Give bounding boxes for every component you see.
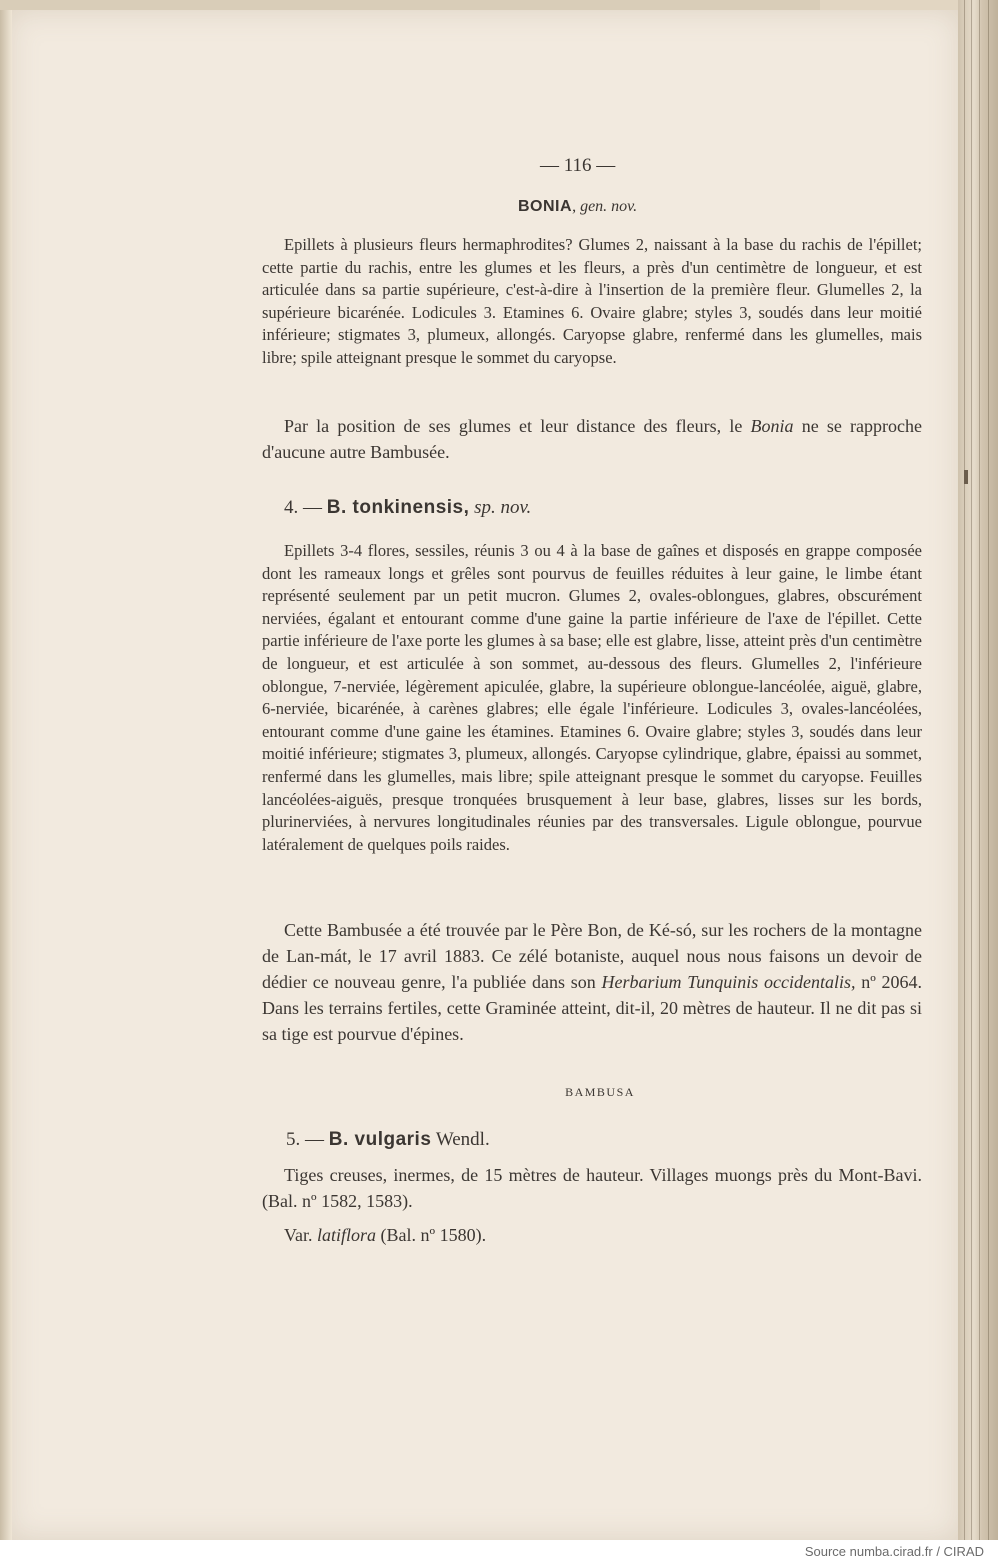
text-run: (Bal. nº 1580). <box>380 1225 487 1245</box>
tonkinensis-description: Epillets 3-4 flores, sessiles, réunis 3 ou 4 à la base de gaînes et disposés en grappe composée dont les rameaux longs et grêles sont pourvus de feuilles réduites à leur gaine, le limbe étant représenté seulement par un petit mucron. Glumes 2, ovales-oblongues, glabres, obscurément nerviées, égalant et entourant comme d'une gaine la partie inférieure de l'axe de l'épillet. Cette partie inférieure de l'axe porte les glumes à sa base; elle est glabre, lisse, atteint près d'un centimètre de longueur, et est articulée à son sommet, au-dessous des fleurs. Glumelles 2, l'inférieure oblongue, 7-nerviée, légèrement apiculée, glabre, la supérieure oblongue-lancéolée, aiguë, glabre, 6-nerviée, bicarénée, à carènes glabres; elle égale l'inférieure. Lodicules 3, ovales-lancéolées, entourant comme d'une gaine les étamines. Etamines 6. Ovaire glabre; styles 3, soudés dans leur moitié inférieure; stigmates 3, plumeux, allongés. Caryopse cylindrique, glabre, épaissi au sommet, renfermé dans les glumelles, mais libre; spile atteignant presque le sommet du caryopse. Feuilles lancéolées-aiguës, presque tronquées brusquement à leur base, glabres, lisses sur les bords, plurinerviées, à nervures longitudinales réunies par des transversales. Ligule oblongue, pourvue latéralement de quelques poils raides. <box>262 541 922 854</box>
source-credit: Source numba.cirad.fr / CIRAD <box>804 1544 984 1559</box>
bonia-remark <box>262 413 922 465</box>
text-run: ne se rapproche d'aucune autre Bambusée. <box>262 416 923 462</box>
species-number: 4. — <box>284 497 322 518</box>
species-suffix: sp. nov. <box>474 497 532 518</box>
text-run: Var. <box>284 1225 313 1245</box>
genus-heading-bambusa: BAMBUSA <box>565 1085 635 1099</box>
text-run: Par la position de ses glumes et leur distance des fleurs, le <box>284 416 743 436</box>
page-number: — 116 — <box>540 155 616 176</box>
bonia-description: Epillets à plusieurs fleurs hermaphrodites? Glumes 2, naissant à la base du rachis de l'épillet; cette partie du rachis, entre les glumes et les fleurs, a près d'un centimètre de longueur, et est articulée dans sa partie supérieure, c'est-à-dire à l'insertion de la première fleur. Glumelles 2, la supérieure bicarénée. Lodicules 3. Etamines 6. Ovaire glabre; styles 3, soudés dans leur moitié inférieure; stigmates 3, plumeux, allongés. Caryopse glabre, renfermé dans les glumelles, mais libre; spile atteignant presque le sommet du caryopse. <box>262 235 922 367</box>
vulgaris-description: Tiges creuses, inermes, de 15 mètres de hauteur. Villages muongs près du Mont-Bavi. (Bal. nº 1582, 1583). <box>262 1165 922 1211</box>
page-gutter <box>0 10 12 1540</box>
species-heading-vulgaris <box>286 1129 490 1151</box>
species-name: B. vulgaris <box>328 1129 432 1150</box>
genus-name: BONIA <box>518 198 573 215</box>
species-name: B. tonkinensis, <box>326 497 470 518</box>
text-run: Cette Bambusée a été trouvée par le Père Bon, de Ké-só, sur les rochers de la montagne de Lan-mát, le 17 avril 1883. Ce zélé botaniste, auquel nous nous faisons un devoir de dédier ce nouveau genre, l'a publiée dans son <box>262 920 922 992</box>
tonkinensis-collection-note <box>262 917 922 1047</box>
genus-suffix: gen. nov. <box>580 198 638 215</box>
vulgaris-variety <box>262 1222 922 1248</box>
species-number: 5. — <box>286 1129 324 1150</box>
herbarium-title: Herbarium Tunquinis occidentalis, <box>601 972 856 992</box>
page-edges <box>958 0 998 1540</box>
italic-genus: Bonia <box>750 416 794 436</box>
species-heading-tonkinensis <box>284 497 531 519</box>
genus-heading-bonia: BONIA, gen. nov. <box>518 198 638 215</box>
species-author: Wendl. <box>435 1129 490 1150</box>
text-run: nº 2064. Dans les terrains fertiles, cette Graminée atteint, dit-il, 20 mètres de hauteur. Il ne dit pas si sa tige est pourvue d'épines. <box>262 972 923 1044</box>
edge-mark <box>964 470 968 484</box>
variety-name: latiflora <box>317 1225 377 1245</box>
